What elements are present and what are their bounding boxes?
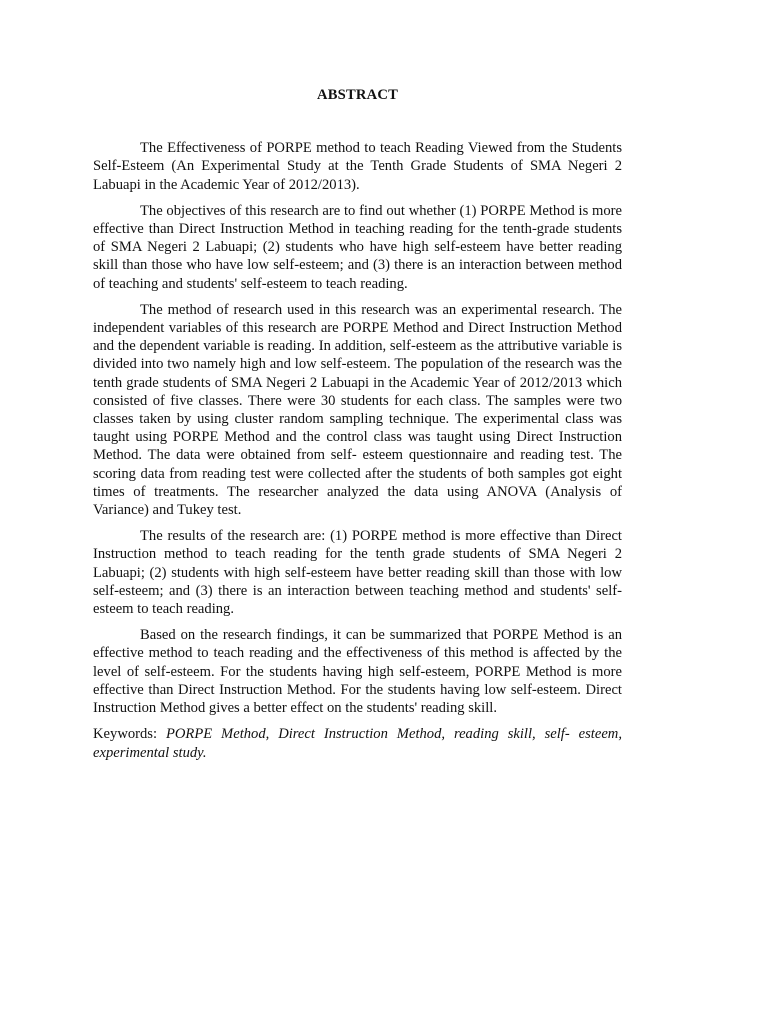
keywords-line — [93, 725, 622, 761]
abstract-page — [93, 86, 622, 762]
page-title: ABSTRACT — [316, 87, 399, 103]
paragraph-conclusion: Based on the research findings, it can be summarized that PORPE Method is an effective method to teach reading and the effectiveness of this method is affected by the level of self-esteem. For the students having high self-esteem, PORPE Method is more effective than Direct Instruction Method. For the students having low self-esteem. Direct Instruction Method gives a better effect on the students' reading skill. — [93, 627, 622, 717]
paragraph-objectives: The objectives of this research are to find out whether (1) PORPE Method is more effective than Direct Instruction Method in teaching reading for the tenth-grade students of SMA Negeri 2 Labuapi; (2) students who have high self-esteem have better reading skill than those who have low self-esteem; and (3) there is an interaction between method of teaching and students' self-esteem to teach reading. — [93, 202, 622, 292]
paragraph-method: The method of research used in this research was an experimental research. The independent variables of this research are PORPE Method and Direct Instruction Method and the dependent variable is reading. In addition, self-esteem as the attributive variable is divided into two namely high and low self-esteem. The population of the research was the tenth grade students of SMA Negeri 2 Labuapi in the Academic Year of 2012/2013 which consisted of five classes. There were 30 students for each class. The samples were two classes taken by using cluster random sampling technique. The experimental class was taught using PORPE Method and the control class was taught using Direct Instruction Method. The data were obtained from self- esteem questionnaire and reading test. The scoring data from reading test were collected after the students of both samples got eight times of treatments. The researcher analyzed the data using ANOVA (Analysis of Variance) and Tukey test. — [93, 301, 622, 519]
paragraph-results: The results of the research are: (1) PORPE method is more effective than Direct Instruction method to teach reading for the tenth grade students of SMA Negeri 2 Labuapi; (2) students with high self-esteem have better reading skill than those with low self-esteem; and (3) there is an interaction between teaching method and students' self-esteem to teach reading. — [93, 528, 622, 618]
keywords-label: Keywords: — [93, 726, 166, 743]
paragraph-title-statement: The Effectiveness of PORPE method to teach Reading Viewed from the Students Self-Esteem (An Experimental Study at the Tenth Grade Students of SMA Negeri 2 Labuapi in the Academic Year of 2012/2013). — [93, 140, 622, 193]
keywords-list: PORPE Method, Direct Instruction Method, reading skill, self- esteem, experimental study. — [93, 726, 622, 761]
